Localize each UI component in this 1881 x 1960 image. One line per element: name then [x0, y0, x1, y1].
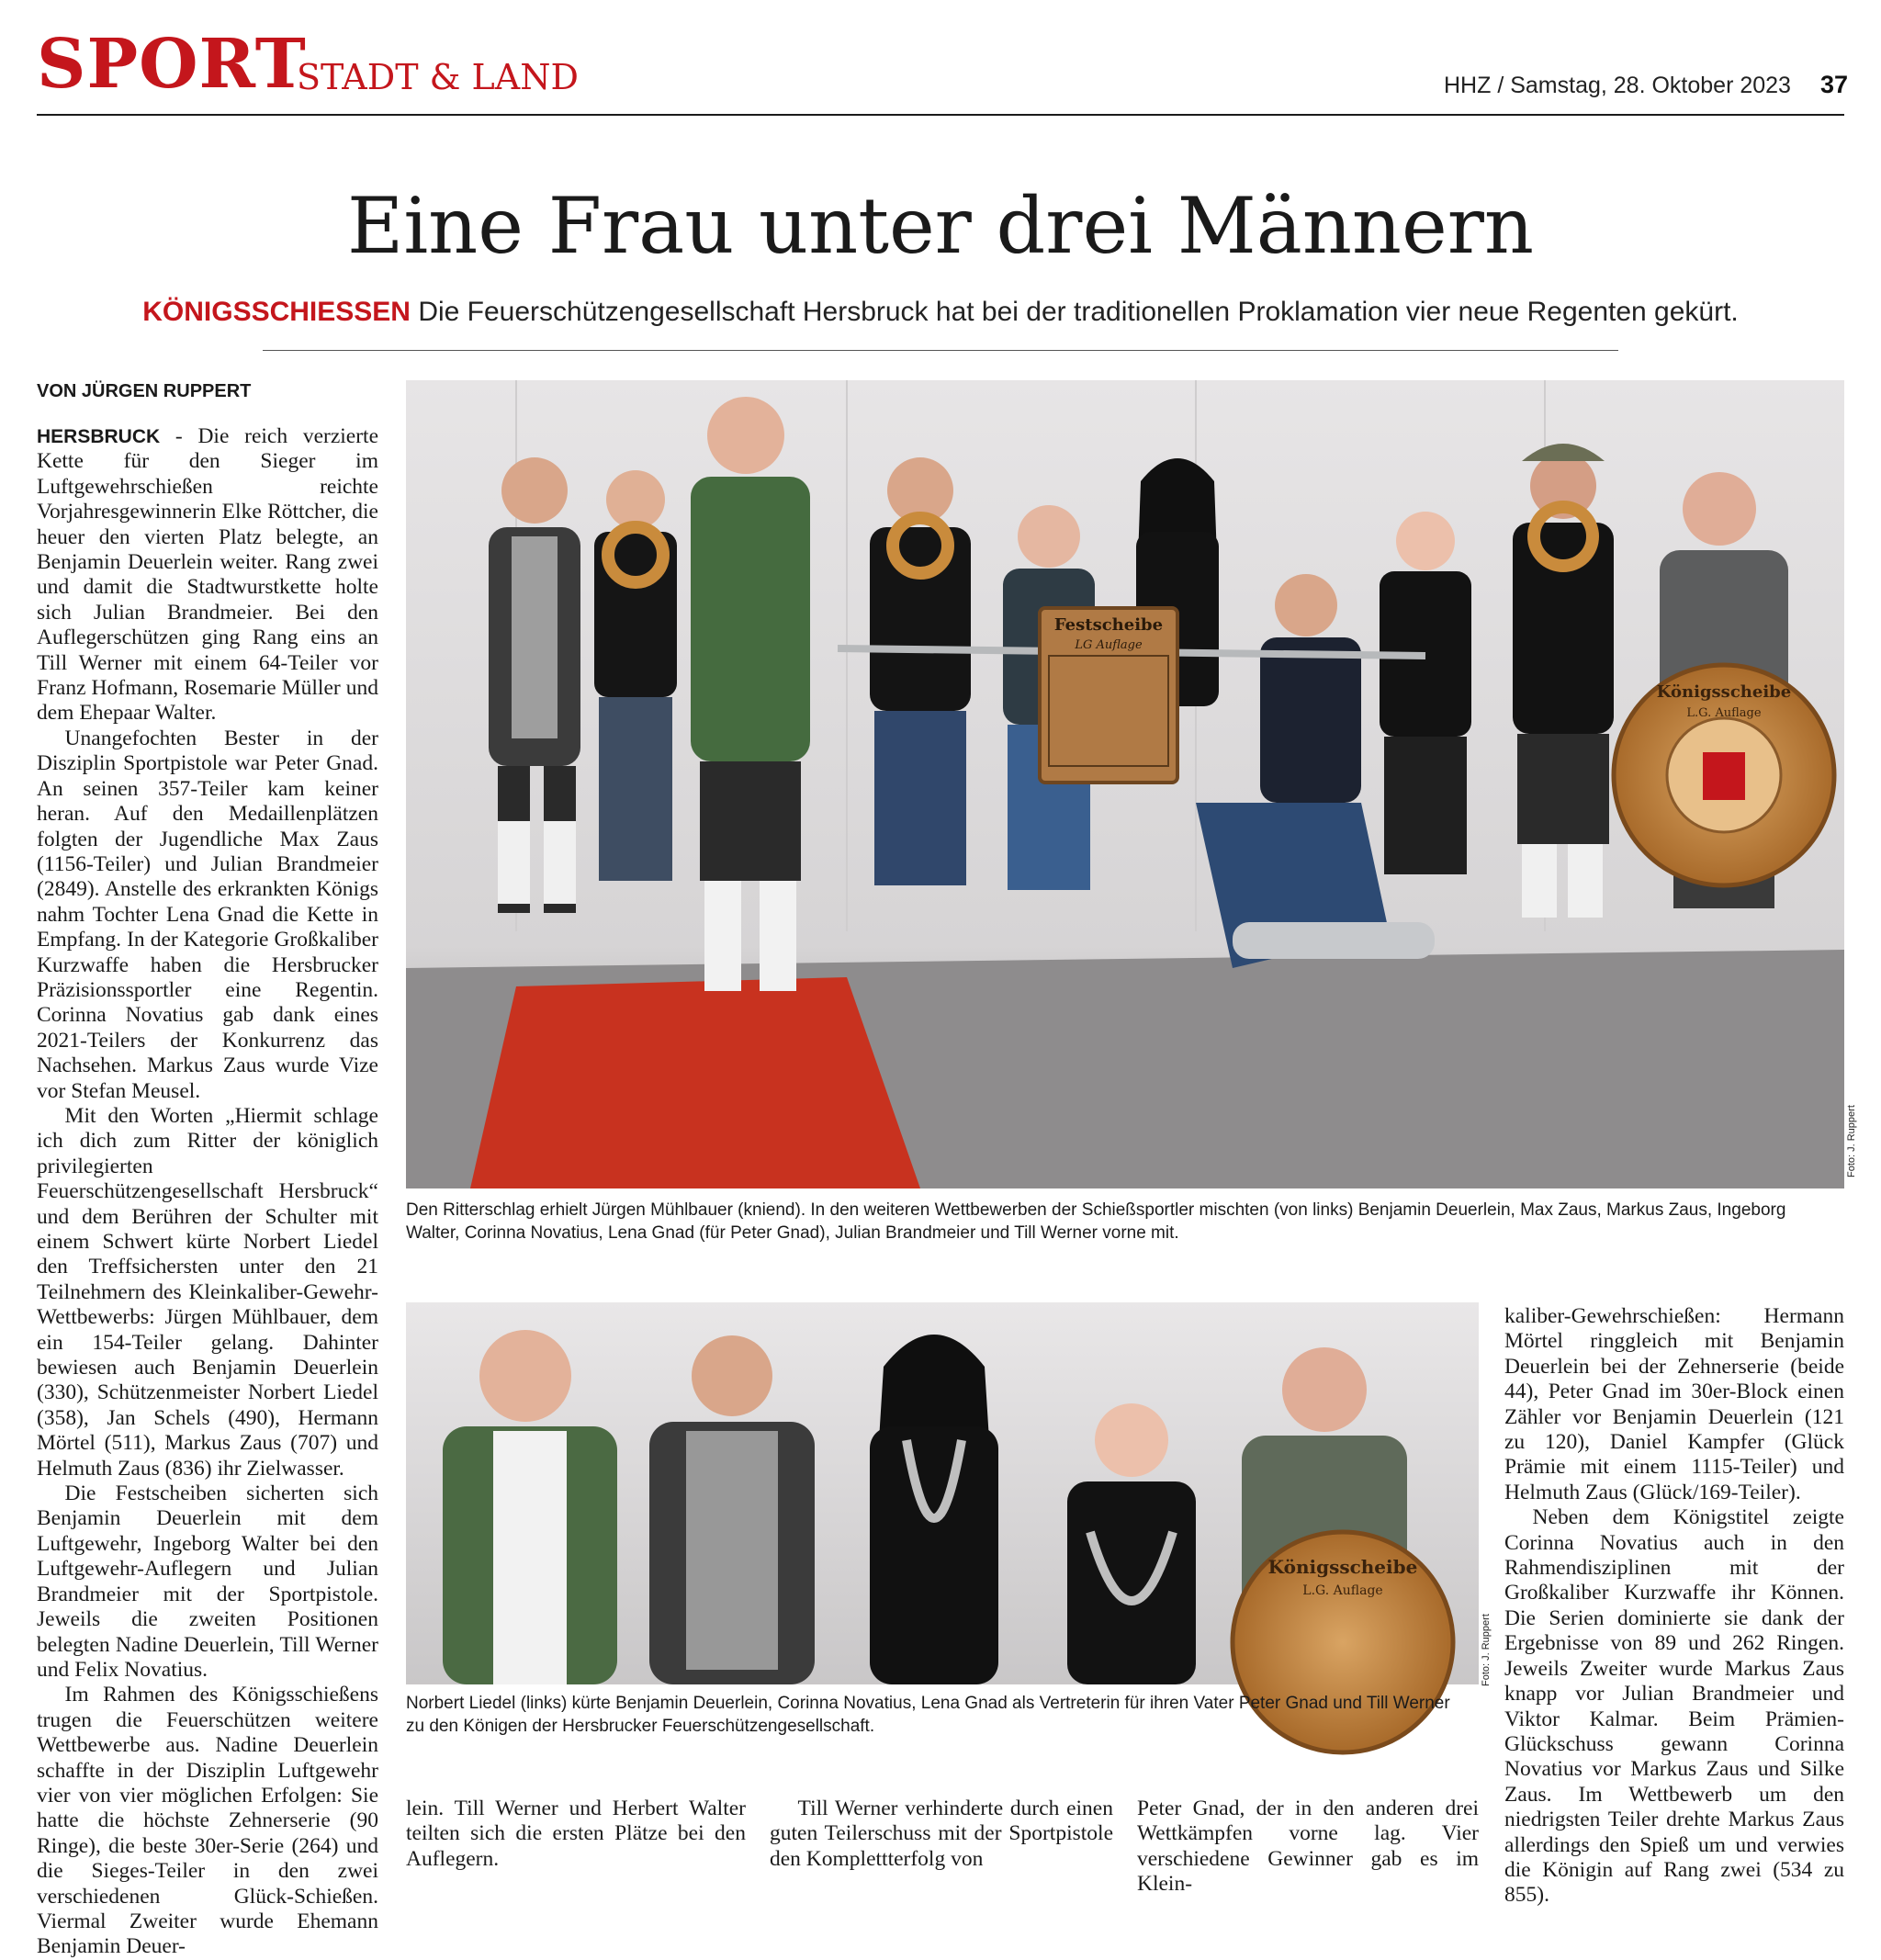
headline-rule — [263, 350, 1618, 351]
article-column-4: Peter Gnad, der in den anderen drei Wettkämpfen vorne lag. Vier verschiedene Gewinner gab es im Klein- — [1137, 1797, 1479, 1897]
article-column-5 — [1504, 1304, 1844, 1908]
photo-award-ceremony — [406, 380, 1844, 1188]
page-number: 37 — [1820, 71, 1849, 98]
article-column-2: lein. Till Werner und Herbert Walter teilten sich die ersten Plätze bei den Auflegern. — [406, 1797, 746, 1871]
festscheibe-board — [1040, 608, 1177, 783]
paragraph-5: Im Rahmen des Königsschießens trugen die Feuerschützen weitere Wettbewerbe aus. Nadine Deuerlein schaffte in der Disziplin Luftgewehr vier von vier möglichen Erfolgen: Sie hatte die höchste Zehnerserie (90 Ringe), die beste 30er-Serie (264) und die Sieges-Teiler in den zwei verschiedenen Glück-Schießen. Viermal Zweiter wurde Ehemann Benjamin Deuer- — [37, 1683, 378, 1959]
photo-illustration — [406, 380, 1844, 1188]
photo-credit-2: Foto: J. Ruppert — [1481, 1614, 1492, 1686]
paragraph-4: Die Festscheiben sicherten sich Benjamin Deuerlein mit dem Luftgewehr, Ingeborg Walter bei den Luftgewehr-Auflegern und Julian Brandmeier mit der Sportpistole. Jeweils die zweiten Positionen belegten Nadine Deuerlein, Till Werner und Felix Novatius. — [37, 1481, 378, 1682]
headline: Eine Frau unter drei Männern — [347, 181, 1534, 271]
festscheibe-subtitle: LG Auflage — [1075, 638, 1143, 652]
masthead-rule — [37, 114, 1844, 116]
photo-caption-2: Norbert Liedel (links) kürte Benjamin Deuerlein, Corinna Novatius, Lena Gnad als Vertreterin für ihren Vater Peter Gnad und Till Werner zu den Königen der Hersbrucker Feuerschützengesellschaft. — [406, 1694, 1450, 1736]
paragraph-2: Unangefochten Bester in der Disziplin Sportpistole war Peter Gnad. An seinen 357-Teiler kam keiner heran. Auf den Medaillenplätzen folgten der Jugendliche Max Zaus (1156-Teiler) und Julian Brandmeier (2849). Anstelle des erkrankten Königs nahm Tochter Lena Gnad die Kette in Empfang. In der Kategorie Großkaliber Kurzwaffe haben die Hersbrucker Präzisionssportler eine Regentin. Corinna Novatius gab dank eines 2021-Teilers der Konkurrenz das Nachsehen. Markus Zaus wurde Vize vor Stefan Meusel. — [37, 726, 378, 1103]
article-column-1 — [37, 424, 378, 1959]
section-title: SPORT — [37, 25, 307, 104]
subhead — [0, 296, 1881, 329]
photo-credit-1: Foto: J. Ruppert — [1846, 1105, 1857, 1177]
place-dateline: HERSBRUCK — [37, 426, 161, 447]
kicker: KÖNIGSSCHIESSEN — [142, 297, 411, 327]
festscheibe-title: Festscheibe — [1053, 615, 1164, 635]
article-column-3: Till Werner verhinderte durch einen guten Teilerschuss mit der Sportpistole den Komplettterfolg von — [770, 1797, 1113, 1871]
byline: VON JÜRGEN RUPPERT — [37, 381, 252, 401]
paragraph-col5-2: Neben dem Königstitel zeigte Corinna Novatius auch in den Rahmendisziplinen mit der Großkaliber Kurzwaffe ihr Können. Die Serien dominierte sie dank der Ergebnisse von 89 und 262 Ringen. Jeweils Zweiter wurde Markus Zaus knapp vor Julian Brandmeier und Viktor Kalmar. Beim Prämien-Glückschuss gewann Corinna Novatius vor Markus Zaus und Silke Zaus. Im Wettbewerb um den niedrigsten Teiler drehte Markus Zaus allerdings den Spieß um und verwies die Königin auf Rang zwei (534 zu 855). — [1504, 1505, 1844, 1908]
subhead-text: Die Feuerschützengesellschaft Hersbruck hat bei der traditionellen Proklamation vier neue Regenten gekürt. — [418, 297, 1739, 327]
paragraph-1: HERSBRUCK - Die reich verzierte Kette für den Sieger im Luftgewehrschießen reichte Vorjahresgewinnerin Elke Röttcher, die heuer den vierten Platz belegte, an Benjamin Deuerlein weiter. Rang zwei und damit die Stadtwurstkette holte sich Julian Brandmeier. Bei den Auflegerschützen ging Rang eins an Till Werner mit einem 64-Teiler vor Franz Hofmann, Rosemarie Müller und dem Ehepaar Walter. — [37, 424, 378, 726]
photo-illustration-2 — [406, 1302, 1479, 1684]
disc-subtitle-2: L.G. Auflage — [1302, 1583, 1383, 1598]
disc-subtitle: L.G. Auflage — [1686, 706, 1762, 720]
person-c — [870, 1335, 998, 1684]
disc-title: Königsscheibe — [1656, 682, 1792, 702]
paragraph-3: Mit den Worten „Hiermit schlage ich dich zum Ritter der königlich privilegierten Feuerschützengesellschaft Hersbruck“ und dem Berühren der Schulter mit einem Schwert kürte Norbert Liedel den Treffsichersten unter den 21 Teilnehmern des Kleinkaliber-Gewehr-Wettbewerbs: Jürgen Mühlbauer, dem ein 154-Teiler gelang. Dahinter bewiesen auch Benjamin Deuerlein (330), Schützenmeister Norbert Liedel (358), Jan Schels (490), Hermann Mörtel (511), Markus Zaus (707) und Helmuth Zaus (836) ihr Zielwasser. — [37, 1103, 378, 1481]
koenigsscheibe-disc — [1614, 665, 1834, 885]
photo-kings — [406, 1302, 1479, 1684]
disc-title-2: Königsscheibe — [1267, 1556, 1418, 1578]
photo-caption-1: Den Ritterschlag erhielt Jürgen Mühlbauer (kniend). In den weiteren Wettbewerben der Schießsportler mischten (von links) Benjamin Deuerlein, Max Zaus, Markus Zaus, Ingeborg Walter, Corinna Novatius, Lena Gnad (für Peter Gnad), Julian Brandmeier und Till Werner vorne mit. — [406, 1200, 1786, 1243]
paragraph-col5-1: kaliber-Gewehrschießen: Hermann Mörtel ringgleich mit Benjamin Deuerlein bei der Zehnerserie (beide 44), Peter Gnad im 30er-Block einen Zähler vor Benjamin Deuerlein (121 zu 120), Daniel Kampfer (Glück Prämie mit einem 1115-Teiler) und Helmuth Zaus (Glück/169-Teiler). — [1504, 1304, 1844, 1504]
subsection-title: STADT & LAND — [297, 57, 579, 97]
issue-dateline: HHZ / Samstag, 28. Oktober 2023 — [1444, 73, 1791, 98]
